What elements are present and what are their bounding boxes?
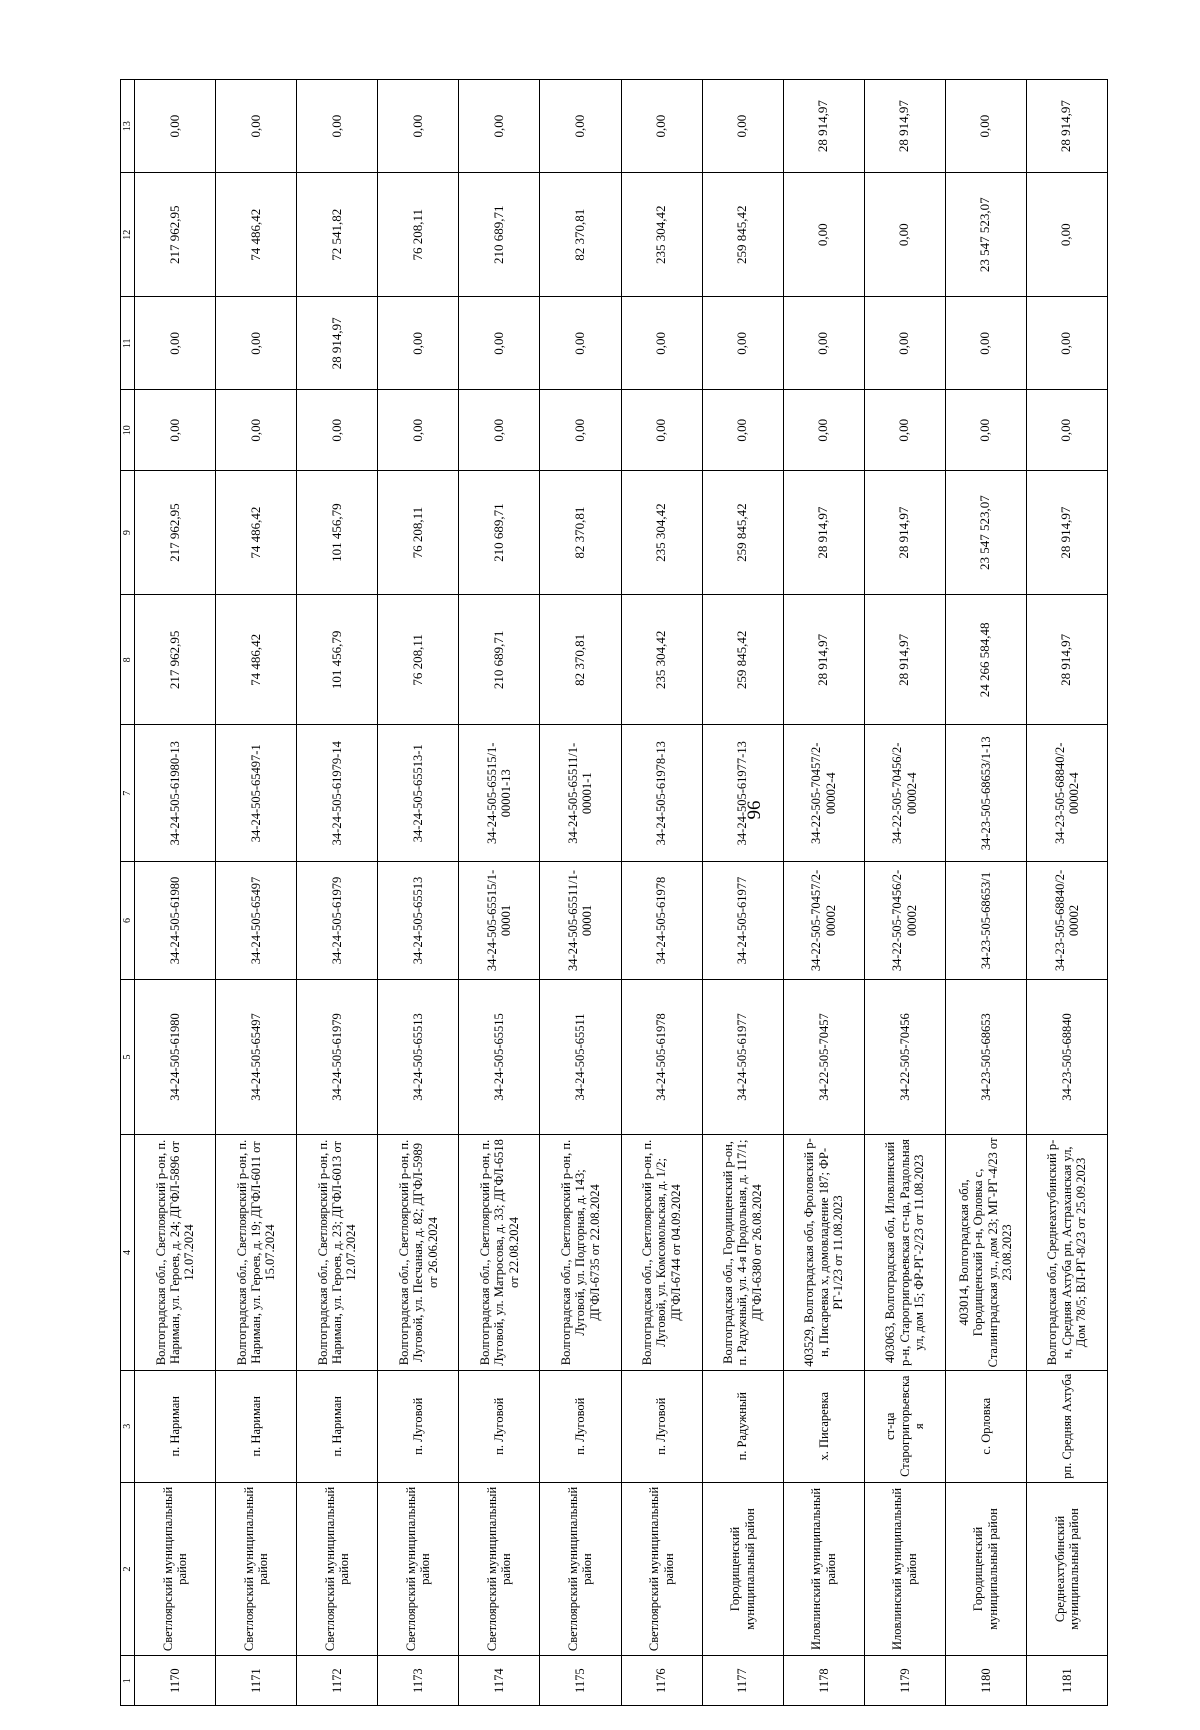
- table-cell: 34-23-505-68653: [945, 979, 1026, 1134]
- table-cell: Городищенский муниципальный район: [702, 1482, 783, 1656]
- table-cell: 1172: [297, 1656, 378, 1706]
- table-cell: 34-22-505-70457/2-00002: [783, 862, 864, 980]
- table-cell: 1180: [945, 1656, 1026, 1706]
- column-number: 6: [121, 862, 135, 980]
- table-cell: 34-24-505-61980-13: [135, 725, 216, 862]
- table-cell: 0,00: [621, 390, 702, 471]
- table-cell: 0,00: [621, 80, 702, 173]
- table-cell: 0,00: [1026, 297, 1107, 390]
- table-cell: 28 914,97: [297, 297, 378, 390]
- table-cell: 1175: [540, 1656, 621, 1706]
- table-cell: 0,00: [864, 297, 945, 390]
- table-row: [459, 80, 540, 1706]
- table-cell: 235 304,42: [621, 471, 702, 595]
- table-cell: 28 914,97: [864, 471, 945, 595]
- table-cell: 34-24-505-61978: [621, 862, 702, 980]
- table-row: [297, 80, 378, 1706]
- table-row: [540, 80, 621, 1706]
- table-cell: 74 486,42: [216, 173, 297, 297]
- table-cell: п. Нариман: [297, 1370, 378, 1482]
- table-row: [1026, 80, 1107, 1706]
- column-number: 3: [121, 1370, 135, 1482]
- table-cell: 0,00: [378, 80, 459, 173]
- table-cell: 1181: [1026, 1656, 1107, 1706]
- table-cell: 28 914,97: [1026, 80, 1107, 173]
- column-number: 2: [121, 1482, 135, 1656]
- table-cell: Волгоградская обл., Светлоярский р-он, п. Нариман, ул. Героев, д. 24; ДГФЛ-5896 от 12.07.2024: [135, 1135, 216, 1371]
- table-cell: 259 845,42: [702, 173, 783, 297]
- table-cell: 0,00: [783, 173, 864, 297]
- table-cell: 34-24-505-61980: [135, 862, 216, 980]
- table-cell: 72 541,82: [297, 173, 378, 297]
- table-cell: 210 689,71: [459, 595, 540, 725]
- table-cell: 76 208,11: [378, 471, 459, 595]
- table-cell: 1179: [864, 1656, 945, 1706]
- table-cell: 34-24-505-65511/1-00001-1: [540, 725, 621, 862]
- table-cell: 403014, Волгоградская обл, Городищенский р-н, Орловка с, Сталинградская ул., дом 23; МГ-РГ-4/23 от 23.08.2023: [945, 1135, 1026, 1371]
- table-cell: 0,00: [1026, 390, 1107, 471]
- table-cell: 28 914,97: [783, 80, 864, 173]
- table-cell: 0,00: [135, 297, 216, 390]
- table-cell: п. Радужный: [702, 1370, 783, 1482]
- table-cell: 34-24-505-61977-13: [702, 725, 783, 862]
- column-number: 1: [121, 1656, 135, 1706]
- table-cell: 76 208,11: [378, 595, 459, 725]
- table-cell: Волгоградская обл., Светлоярский р-он, п. Луговой, ул. Подгорная, д. 143; ДГФЛ-6735 от 22.08.2024: [540, 1135, 621, 1371]
- table-cell: 0,00: [297, 390, 378, 471]
- table-cell: 0,00: [135, 390, 216, 471]
- table-cell: Волгоградская обл, Среднеахтубинский р-н, Средняя Ахтуба рп, Астраханская ул, Дом 78/5; ВЛ-РГ-8/23 от 25.09.2023: [1026, 1135, 1107, 1371]
- table-cell: 34-23-505-68840/2-00002: [1026, 862, 1107, 980]
- table-cell: Волгоградская обл., Светлоярский р-он, п. Нариман, ул. Героев, д. 23; ДГФЛ-6013 от 12.07.2024: [297, 1135, 378, 1371]
- table-cell: Светлоярский муниципальный район: [297, 1482, 378, 1656]
- table-cell: 34-23-505-68840/2-00002-4: [1026, 725, 1107, 862]
- table-cell: п. Нариман: [135, 1370, 216, 1482]
- table-cell: 28 914,97: [1026, 595, 1107, 725]
- column-number: 12: [121, 173, 135, 297]
- table-cell: 34-24-505-65513: [378, 862, 459, 980]
- table-cell: 23 547 523,07: [945, 173, 1026, 297]
- table-row: [216, 80, 297, 1706]
- table-cell: 0,00: [540, 297, 621, 390]
- table-cell: 0,00: [540, 80, 621, 173]
- table-row: [378, 80, 459, 1706]
- table-cell: 1170: [135, 1656, 216, 1706]
- table-cell: 34-24-505-61980: [135, 979, 216, 1134]
- table-cell: Светлоярский муниципальный район: [135, 1482, 216, 1656]
- table-cell: 1171: [216, 1656, 297, 1706]
- table-cell: 82 370,81: [540, 173, 621, 297]
- table-cell: Волгоградская обл., Светлоярский р-он, п. Луговой, ул. Матросова, д. 33; ДГФЛ-6518 от 22.08.2024: [459, 1135, 540, 1371]
- table-cell: Светлоярский муниципальный район: [378, 1482, 459, 1656]
- table-cell: 403529, Волгоградская обл, Фроловский р-н, Писаревка х, домовладение 187; ФР-РГ-1/23 от 11.08.2023: [783, 1135, 864, 1371]
- table-body: [121, 80, 1108, 1706]
- table-cell: Светлоярский муниципальный район: [216, 1482, 297, 1656]
- table-cell: 259 845,42: [702, 471, 783, 595]
- table-cell: 34-24-505-65515: [459, 979, 540, 1134]
- table-cell: п. Луговой: [378, 1370, 459, 1482]
- table-cell: 34-24-505-65513-1: [378, 725, 459, 862]
- table-cell: 210 689,71: [459, 173, 540, 297]
- table-cell: 0,00: [378, 297, 459, 390]
- table-cell: 0,00: [459, 297, 540, 390]
- table-cell: Волгоградская обл., Светлоярский р-он, п. Нариман, ул. Героев, д. 19; ДГФЛ-6011 от 15.07.2024: [216, 1135, 297, 1371]
- table-cell: 0,00: [459, 390, 540, 471]
- table-cell: 34-24-505-65497: [216, 979, 297, 1134]
- table-cell: 0,00: [945, 297, 1026, 390]
- column-number: 7: [121, 725, 135, 862]
- table-row: [783, 80, 864, 1706]
- table-cell: 34-23-505-68653/1-13: [945, 725, 1026, 862]
- table-cell: Волгоградская обл., Светлоярский р-он, п. Луговой, ул. Комсомольская, д. 1/2; ДГФЛ-6744 от 04.09.2024: [621, 1135, 702, 1371]
- table-cell: 0,00: [216, 390, 297, 471]
- table-cell: 0,00: [1026, 173, 1107, 297]
- table-cell: 34-24-505-65511: [540, 979, 621, 1134]
- table-cell: 1177: [702, 1656, 783, 1706]
- table-cell: 0,00: [297, 80, 378, 173]
- table-cell: 34-22-505-70456/2-00002-4: [864, 725, 945, 862]
- table-cell: п. Нариман: [216, 1370, 297, 1482]
- column-number: 5: [121, 979, 135, 1134]
- table-cell: 0,00: [135, 80, 216, 173]
- table-cell: 0,00: [459, 80, 540, 173]
- table-cell: Волгоградская обл., Светлоярский р-он, п. Луговой, ул. Песчаная, д. 82; ДГФЛ-5989 от 26.06.2024: [378, 1135, 459, 1371]
- table-cell: 0,00: [378, 390, 459, 471]
- table-cell: 34-24-505-61979: [297, 979, 378, 1134]
- table-cell: 34-22-505-70456/2-00002: [864, 862, 945, 980]
- table-cell: 101 456,79: [297, 471, 378, 595]
- table-cell: 34-23-505-68653/1: [945, 862, 1026, 980]
- table-cell: с. Орловка: [945, 1370, 1026, 1482]
- table-cell: Волгоградская обл., Городищенский р-он, п. Радужный, ул. 4-я Продольная, д. 117/1; ДГФЛ-6380 от 26.08.2024: [702, 1135, 783, 1371]
- column-number: 4: [121, 1135, 135, 1371]
- table-cell: 34-24-505-65515/1-00001-13: [459, 725, 540, 862]
- table-cell: Светлоярский муниципальный район: [540, 1482, 621, 1656]
- table-cell: Светлоярский муниципальный район: [621, 1482, 702, 1656]
- table-cell: п. Луговой: [540, 1370, 621, 1482]
- column-number: 10: [121, 390, 135, 471]
- table-cell: 34-22-505-70456: [864, 979, 945, 1134]
- table-cell: 28 914,97: [864, 595, 945, 725]
- table-cell: 1178: [783, 1656, 864, 1706]
- table-cell: 34-24-505-61978: [621, 979, 702, 1134]
- table-cell: ст-ца Старогригорьевская: [864, 1370, 945, 1482]
- table-cell: 0,00: [702, 80, 783, 173]
- table-cell: 28 914,97: [864, 80, 945, 173]
- table-cell: 0,00: [216, 80, 297, 173]
- table-cell: 0,00: [216, 297, 297, 390]
- table-cell: Иловлинский муниципальный район: [783, 1482, 864, 1656]
- table-cell: 0,00: [945, 390, 1026, 471]
- table-cell: 34-24-505-65511/1-00001: [540, 862, 621, 980]
- column-number: 13: [121, 80, 135, 173]
- table-cell: 28 914,97: [783, 595, 864, 725]
- table-cell: 1174: [459, 1656, 540, 1706]
- table-cell: 24 266 584,48: [945, 595, 1026, 725]
- table-cell: 0,00: [540, 390, 621, 471]
- table-row: [702, 80, 783, 1706]
- table-cell: 34-22-505-70457: [783, 979, 864, 1134]
- table-cell: 34-24-505-61977: [702, 979, 783, 1134]
- table-cell: 76 208,11: [378, 173, 459, 297]
- table-cell: 0,00: [702, 390, 783, 471]
- table-cell: 1176: [621, 1656, 702, 1706]
- table-cell: 259 845,42: [702, 595, 783, 725]
- table-cell: п. Луговой: [459, 1370, 540, 1482]
- table-cell: 34-23-505-68840: [1026, 979, 1107, 1134]
- table-cell: 217 962,95: [135, 173, 216, 297]
- table-cell: 23 547 523,07: [945, 471, 1026, 595]
- table-cell: 34-24-505-61977: [702, 862, 783, 980]
- table-row: [135, 80, 216, 1706]
- table-cell: Светлоярский муниципальный район: [459, 1482, 540, 1656]
- table-cell: Иловлинский муниципальный район: [864, 1482, 945, 1656]
- table-cell: 235 304,42: [621, 595, 702, 725]
- table-cell: 217 962,95: [135, 471, 216, 595]
- table-cell: Городищенский муниципальный район: [945, 1482, 1026, 1656]
- table-cell: п. Луговой: [621, 1370, 702, 1482]
- column-number-row: [121, 80, 135, 1706]
- table-cell: х. Писаревка: [783, 1370, 864, 1482]
- table-cell: 34-22-505-70457/2-00002-4: [783, 725, 864, 862]
- table-cell: Среднеахтубинский муниципальный район: [1026, 1482, 1107, 1656]
- column-number: 9: [121, 471, 135, 595]
- table-cell: 28 914,97: [783, 471, 864, 595]
- table-cell: 34-24-505-65515/1-00001: [459, 862, 540, 980]
- table-cell: 34-24-505-61979-14: [297, 725, 378, 862]
- table-cell: 34-24-505-65513: [378, 979, 459, 1134]
- table-cell: 0,00: [783, 390, 864, 471]
- table-cell: 210 689,71: [459, 471, 540, 595]
- table-cell: рп. Средняя Ахтуба: [1026, 1370, 1107, 1482]
- table-cell: 101 456,79: [297, 595, 378, 725]
- table-cell: 34-24-505-65497-1: [216, 725, 297, 862]
- table-cell: 82 370,81: [540, 471, 621, 595]
- table-container: [120, 79, 1108, 1706]
- table-cell: 74 486,42: [216, 595, 297, 725]
- table-cell: 82 370,81: [540, 595, 621, 725]
- table-row: [945, 80, 1026, 1706]
- table-cell: 0,00: [945, 80, 1026, 173]
- table-cell: 74 486,42: [216, 471, 297, 595]
- table-row: [621, 80, 702, 1706]
- table-cell: 34-24-505-65497: [216, 862, 297, 980]
- table-cell: 0,00: [864, 173, 945, 297]
- column-number: 8: [121, 595, 135, 725]
- table-row: [864, 80, 945, 1706]
- table-cell: 403063, Волгоградская обл, Иловлинский р-н, Старогригорьевская ст-ца, Раздольная ул, дом 15; ФР-РГ-2/23 от 11.08.2023: [864, 1135, 945, 1371]
- data-table: [120, 79, 1108, 1706]
- table-cell: 1173: [378, 1656, 459, 1706]
- page-number: 96: [744, 800, 765, 820]
- table-cell: 0,00: [783, 297, 864, 390]
- table-cell: 235 304,42: [621, 173, 702, 297]
- table-cell: 28 914,97: [1026, 471, 1107, 595]
- table-cell: 0,00: [864, 390, 945, 471]
- table-cell: 217 962,95: [135, 595, 216, 725]
- table-cell: 0,00: [702, 297, 783, 390]
- column-number: 11: [121, 297, 135, 390]
- table-cell: 0,00: [621, 297, 702, 390]
- table-cell: 34-24-505-61979: [297, 862, 378, 980]
- table-cell: 34-24-505-61978-13: [621, 725, 702, 862]
